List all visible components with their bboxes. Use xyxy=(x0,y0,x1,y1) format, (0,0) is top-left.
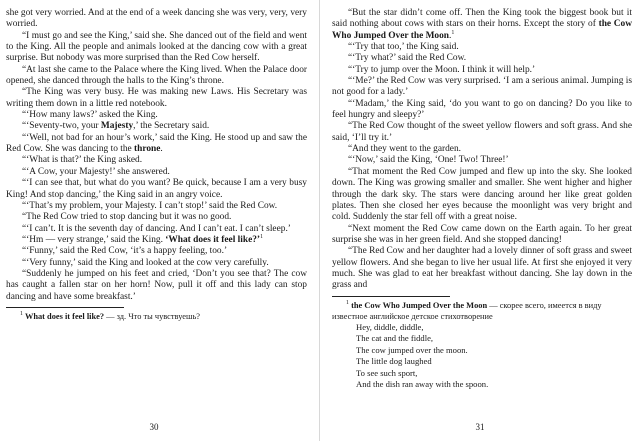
paragraph xyxy=(6,201,307,212)
left-page-footnote xyxy=(6,311,307,322)
text-run: “Next moment the Red Cow came down on the Earth again. To her great surprise she was in her green field. And she stopped dancing! xyxy=(332,223,632,245)
text-run: . xyxy=(160,144,163,155)
text-run: “‘Very funny,’ said the King and looked at the cow very carefully. xyxy=(22,257,269,268)
right-page-body xyxy=(332,8,632,292)
paragraph xyxy=(332,53,632,64)
page-number: 30 xyxy=(149,422,159,432)
paragraph xyxy=(6,133,307,156)
text-run: “That moment the Red Cow jumped and flew up into the sky. She looked down. The King was growing smaller and smaller. She went higher and higher through the dark sky. The stars were dancing around her like great golden plates. Then she closed her eyes because the moonlight was very bright and cold. Suddenly the star fell off with a great noise. xyxy=(332,166,632,223)
right-page xyxy=(319,0,638,441)
paragraph xyxy=(6,167,307,178)
text-run: — зд. Что ты чувствуешь? xyxy=(104,311,200,321)
text-run: she got very worried. And at the end of a week dancing she was very, very, very worried. xyxy=(6,8,307,30)
nursery-rhyme xyxy=(356,322,632,391)
text-run: “The Red Cow tried to stop dancing but it was no good. xyxy=(22,212,232,223)
text-run: “‘Seventy-two, your xyxy=(22,121,101,132)
paragraph xyxy=(332,224,632,247)
text-run: “But the star didn’t come off. Then the King took the biggest book but it said nothing about cows with stars on their horns. Except the story of xyxy=(332,8,632,30)
paragraph xyxy=(6,258,307,269)
text-run: “‘How many laws?’ asked the King. xyxy=(22,110,158,121)
footnote-marker: 1 xyxy=(20,311,23,318)
paragraph xyxy=(6,178,307,201)
text-run: “‘What is that?’ the King asked. xyxy=(22,155,143,166)
footnote-marker: 1 xyxy=(260,233,264,240)
footnote-divider xyxy=(332,296,450,297)
text-run: “At last she came to the Palace where the King lived. When the Palace door opened, she danced through the halls to the King’s throne. xyxy=(6,64,307,87)
paragraph xyxy=(332,65,632,76)
paragraph xyxy=(6,31,307,65)
text-run: “‘That’s my problem, your Majesty. I can’t stop!’ said the Red Cow. xyxy=(22,200,278,211)
text-run: “‘Madam,’ the King said, ‘do you want to go on dancing? Do you like to feel hungry and sleepy?’ xyxy=(332,98,632,121)
paragraph xyxy=(6,212,307,223)
paragraph xyxy=(6,110,307,121)
paragraph xyxy=(332,42,632,53)
left-page-body xyxy=(6,8,307,303)
footnote-marker: 1 xyxy=(346,299,349,306)
text-run: “‘Well, not bad for an hour’s work,’ said the King. He stood up and saw the Red Cow. She was dancing to the xyxy=(6,132,307,155)
text-run: “The Red Cow and her daughter had a lovely dinner of soft grass and sweet yellow flowers. And she began to live her usual life. At first she enjoyed it very much. She was glad to eat her breakfast without dancing. She lay down in the grass and xyxy=(332,246,632,291)
text-run: “‘Me?’ the Red Cow was very surprised. ‘I am a serious animal. Jumping is not good for a lady.’ xyxy=(332,76,632,98)
poem-line: To see such sport, xyxy=(356,367,418,378)
paragraph xyxy=(332,167,632,224)
bold-term: throne xyxy=(134,144,161,155)
text-run: “Suddenly he jumped on his feet and cried, ‘Don’t you see that? The cow has caught a fallen star on her horn! Now, pull it off and this lady can stop dancing and have some breakfast.’ xyxy=(6,268,307,302)
paragraph xyxy=(6,235,307,246)
paragraph xyxy=(332,246,632,291)
text-run: “‘Try what?’ said the Red Cow. xyxy=(348,53,467,64)
bold-term: the Cow Who Jumped Over the Moon xyxy=(349,300,488,310)
paragraph xyxy=(332,76,632,99)
text-run: “And they went to the garden. xyxy=(348,144,461,155)
paragraph xyxy=(332,8,632,42)
footnote-divider xyxy=(6,307,124,308)
text-run: “‘I can see that, but what do you want? Be quick, because I am a very busy King! And stop dancing,’ the King said in an angry voice. xyxy=(6,178,307,200)
page-number: 31 xyxy=(475,422,485,432)
paragraph xyxy=(6,246,307,257)
paragraph xyxy=(332,144,632,155)
paragraph xyxy=(6,65,307,88)
paragraph xyxy=(6,8,307,31)
text-run: . xyxy=(449,30,452,41)
poem-line: Hey, diddle, diddle, xyxy=(356,321,424,332)
text-run: “‘I can’t. It is the seventh day of dancing. And I can’t eat. I can’t sleep.’ xyxy=(22,223,291,234)
text-run: “‘Funny,’ said the Red Cow, ‘it’s a happy feeling, too.’ xyxy=(22,246,228,257)
text-run: ,’ the Secretary said. xyxy=(133,121,210,132)
poem-line: The little dog laughed xyxy=(356,356,432,367)
text-run: “‘Try that too,’ the King said. xyxy=(348,42,459,53)
text-run: “‘A Cow, your Majesty!’ she answered. xyxy=(22,166,170,177)
paragraph xyxy=(6,121,307,132)
bold-term: What does it feel like? xyxy=(23,311,105,321)
text-run: “The King was very busy. He was making new Laws. His Secretary was writing them down in a little red notebook. xyxy=(6,87,307,109)
text-run: “The Red Cow thought of the sweet yellow flowers and soft grass. And she said, ‘I’ll try it.’ xyxy=(332,121,632,143)
right-page-footnote xyxy=(332,300,632,322)
paragraph xyxy=(6,155,307,166)
text-run: “I must go and see the King,’ said she. She danced out of the field and went to the King. All the people and animals looked at the dancing cow with a great surprise. But nobody was more surprised than the Red Cow herself. xyxy=(6,30,307,64)
bold-term: ‘What does it feel like?’ xyxy=(165,234,261,245)
poem-line: And the dish ran away with the spoon. xyxy=(356,379,489,390)
paragraph xyxy=(332,155,632,166)
footnote-marker: 1 xyxy=(451,29,455,36)
text-run: “‘Now,’ said the King, ‘One! Two! Three!’ xyxy=(348,155,509,166)
text-run: “‘Hm — very strange,’ said the King. xyxy=(22,234,166,245)
text-run: — скорее всего, имеется в виду известное английское детское стихотворение xyxy=(332,300,602,321)
poem-line: The cat and the fiddle, xyxy=(356,333,434,344)
poem-line: The cow jumped over the moon. xyxy=(356,344,468,355)
paragraph xyxy=(332,99,632,122)
bold-term: Majesty xyxy=(100,121,134,132)
paragraph xyxy=(332,121,632,144)
paragraph xyxy=(6,269,307,303)
bold-term: the Cow Who Jumped Over the Moon xyxy=(332,19,633,41)
text-run: “‘Try to jump over the Moon. I think it will help.’ xyxy=(348,64,536,75)
paragraph xyxy=(6,87,307,110)
